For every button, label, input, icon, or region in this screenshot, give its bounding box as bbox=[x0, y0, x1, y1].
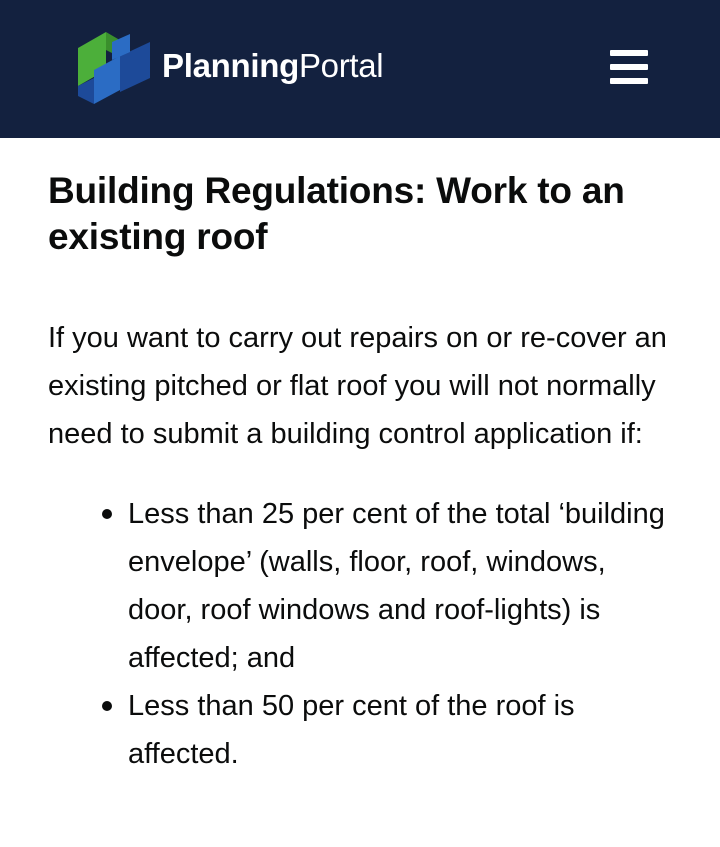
main-content bbox=[0, 138, 720, 778]
bullet-icon bbox=[102, 509, 112, 519]
brand-name-light: Portal bbox=[298, 47, 384, 84]
brand-name-bold: Planning bbox=[162, 47, 299, 84]
conditions-list bbox=[48, 490, 672, 778]
list-item bbox=[48, 682, 668, 778]
menu-button[interactable] bbox=[608, 48, 650, 86]
menu-bar bbox=[610, 64, 648, 70]
brand-name bbox=[162, 47, 383, 85]
intro-paragraph: If you want to carry out repairs on or re-cover an existing pitched or flat roof you will not normally need to submit a building control application if: bbox=[48, 322, 667, 450]
bullet-icon bbox=[102, 701, 112, 711]
list-item-text: Less than 50 per cent of the roof is affected. bbox=[128, 690, 575, 770]
list-item bbox=[48, 490, 668, 682]
planning-portal-logo[interactable] bbox=[78, 26, 383, 106]
page-title: Building Regulations: Work to an existing roof bbox=[48, 170, 625, 257]
list-item-text: Less than 25 per cent of the total ‘building envelope’ (walls, floor, roof, windows, door, roof windows and roof-lights) is affected; and bbox=[128, 498, 665, 674]
menu-bar bbox=[610, 78, 648, 84]
site-header bbox=[0, 0, 720, 138]
planning-portal-logo-icon bbox=[78, 26, 150, 106]
menu-bar bbox=[610, 50, 648, 56]
